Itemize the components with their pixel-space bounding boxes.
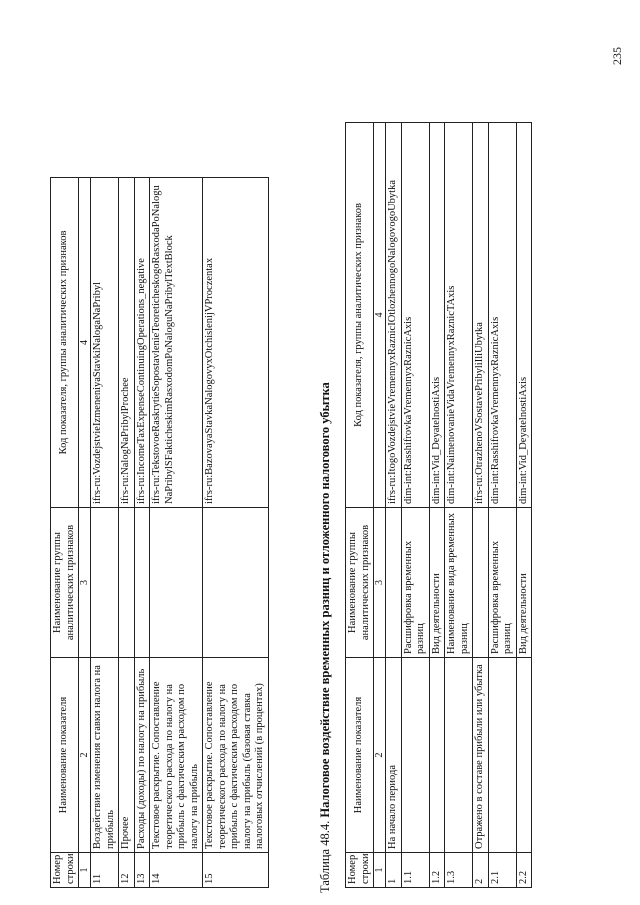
table-temporary-differences bbox=[345, 122, 532, 888]
indicator-code: dim-int:RasshifrovkaVremennyxRaznicAxis bbox=[488, 123, 516, 508]
indicator-name: Прочее bbox=[119, 658, 135, 853]
group-name bbox=[386, 508, 402, 658]
caption-title: Налоговое воздействие временных разниц и отложенного налогового убытка bbox=[318, 382, 332, 818]
indicator-code: ifrs-ru:NalogNaPribylProchee bbox=[119, 178, 135, 508]
header-indicator-code: Код показателя, группы аналитических признаков bbox=[51, 178, 79, 508]
column-number-row bbox=[79, 178, 91, 888]
row-number: 2 bbox=[473, 853, 489, 888]
indicator-name bbox=[429, 658, 445, 853]
table-income-tax-reconciliation bbox=[50, 177, 269, 888]
header-indicator-name: Наименование показателя bbox=[346, 658, 374, 853]
group-name: Вид деятельности bbox=[429, 508, 445, 658]
indicator-name: На начало периода bbox=[386, 658, 402, 853]
header-indicator-name: Наименование показателя bbox=[51, 658, 79, 853]
group-name: Расшифровка временных разниц bbox=[401, 508, 429, 658]
header-row-number: Номер строки bbox=[346, 853, 374, 888]
column-number: 3 bbox=[374, 508, 386, 658]
table-row bbox=[445, 123, 473, 888]
indicator-name bbox=[488, 658, 516, 853]
row-number: 12 bbox=[119, 853, 135, 888]
row-number: 1 bbox=[386, 853, 402, 888]
indicator-code: dim-int:NaimenovanieVidaVremennyxRaznicTAxis bbox=[445, 123, 473, 508]
table-row bbox=[401, 123, 429, 888]
row-number: 14 bbox=[150, 853, 203, 888]
table-row bbox=[473, 123, 489, 888]
indicator-code: ifrs-ru:IncomeTaxExpenseContinuingOperations_negative bbox=[134, 178, 150, 508]
row-number: 1.3 bbox=[445, 853, 473, 888]
indicator-name: Расходы (доходы) по налогу на прибыль bbox=[134, 658, 150, 853]
indicator-code: ifrs-ru:OtrazhenoVSostavePribyliIliUbytka bbox=[473, 123, 489, 508]
table-row bbox=[429, 123, 445, 888]
row-number: 2.2 bbox=[516, 853, 532, 888]
row-number: 11 bbox=[91, 853, 119, 888]
indicator-name: Воздействие изменения ставки налога на прибыль bbox=[91, 658, 119, 853]
group-name bbox=[134, 508, 150, 658]
column-number: 2 bbox=[374, 658, 386, 853]
group-name: Наименование вида временных разниц bbox=[445, 508, 473, 658]
caption-prefix: Таблица 48.4. bbox=[318, 820, 332, 893]
indicator-name bbox=[445, 658, 473, 853]
indicator-name bbox=[516, 658, 532, 853]
column-number: 4 bbox=[79, 178, 91, 508]
table-row bbox=[488, 123, 516, 888]
indicator-name: Текстовое раскрытие. Сопоставление теоретического расхода по налогу на прибыль с фактическим расходом по налогу на прибыль (базовая ставка налоговых отчислений (в процентах) bbox=[203, 658, 269, 853]
group-name bbox=[119, 508, 135, 658]
column-number: 1 bbox=[79, 853, 91, 888]
column-number: 3 bbox=[79, 508, 91, 658]
group-name: Расшифровка временных разниц bbox=[488, 508, 516, 658]
table-row bbox=[386, 123, 402, 888]
indicator-name bbox=[401, 658, 429, 853]
indicator-code: dim-int:Vid_DeyatelnostiAxis bbox=[516, 123, 532, 508]
table-header-row bbox=[346, 123, 374, 888]
table-row bbox=[516, 123, 532, 888]
indicator-code: ifrs-ru:BazovayaStavkaNalogovyxOtchislenijVProczentax bbox=[203, 178, 269, 508]
table-row bbox=[134, 178, 150, 888]
header-group-name: Наименование группы аналитических признаков bbox=[51, 508, 79, 658]
indicator-code: dim-int:RasshifrovkaVremennyxRaznicAxis bbox=[401, 123, 429, 508]
header-group-name: Наименование группы аналитических признаков bbox=[346, 508, 374, 658]
table-row bbox=[203, 178, 269, 888]
row-number: 15 bbox=[203, 853, 269, 888]
group-name: Вид деятельности bbox=[516, 508, 532, 658]
page-number: 235 bbox=[610, 47, 624, 65]
table-row bbox=[91, 178, 119, 888]
row-number: 13 bbox=[134, 853, 150, 888]
row-number: 2.1 bbox=[488, 853, 516, 888]
table-row bbox=[119, 178, 135, 888]
group-name bbox=[203, 508, 269, 658]
indicator-name: Отражено в составе прибыли или убытка bbox=[473, 658, 489, 853]
table-row bbox=[150, 178, 203, 888]
column-number: 4 bbox=[374, 123, 386, 508]
indicator-code: ifrs-ru:ItogoVozdejstvieVremennyxRaznicIOtlozhennogoNalogovogoUbytka bbox=[386, 123, 402, 508]
group-name bbox=[473, 508, 489, 658]
row-number: 1.1 bbox=[401, 853, 429, 888]
column-number: 1 bbox=[374, 853, 386, 888]
header-indicator-code: Код показателя, группы аналитических признаков bbox=[346, 123, 374, 508]
group-name bbox=[150, 508, 203, 658]
indicator-code: dim-int:Vid_DeyatelnostiAxis bbox=[429, 123, 445, 508]
table-header-row bbox=[51, 178, 79, 888]
indicator-code: ifrs-ru:VozdejstvieIzmeneniyaStavkiNalogaNaPribyl bbox=[91, 178, 119, 508]
table-caption bbox=[318, 382, 333, 893]
row-number: 1.2 bbox=[429, 853, 445, 888]
group-name bbox=[91, 508, 119, 658]
column-number-row bbox=[374, 123, 386, 888]
header-row-number: Номер строки bbox=[51, 853, 79, 888]
indicator-name: Текстовое раскрытие. Сопоставление теоретического расхода по налогу на прибыль с фактическим расходом по налогу на прибыль bbox=[150, 658, 203, 853]
column-number: 2 bbox=[79, 658, 91, 853]
indicator-code: ifrs-ru:TekstovoeRaskrytieSopostavlenieTeoreticheskogoRasxodaPoNaloguNaPribylSFakticheskimRasxodomPoNaloguNaPribylTextBlock bbox=[150, 178, 203, 508]
